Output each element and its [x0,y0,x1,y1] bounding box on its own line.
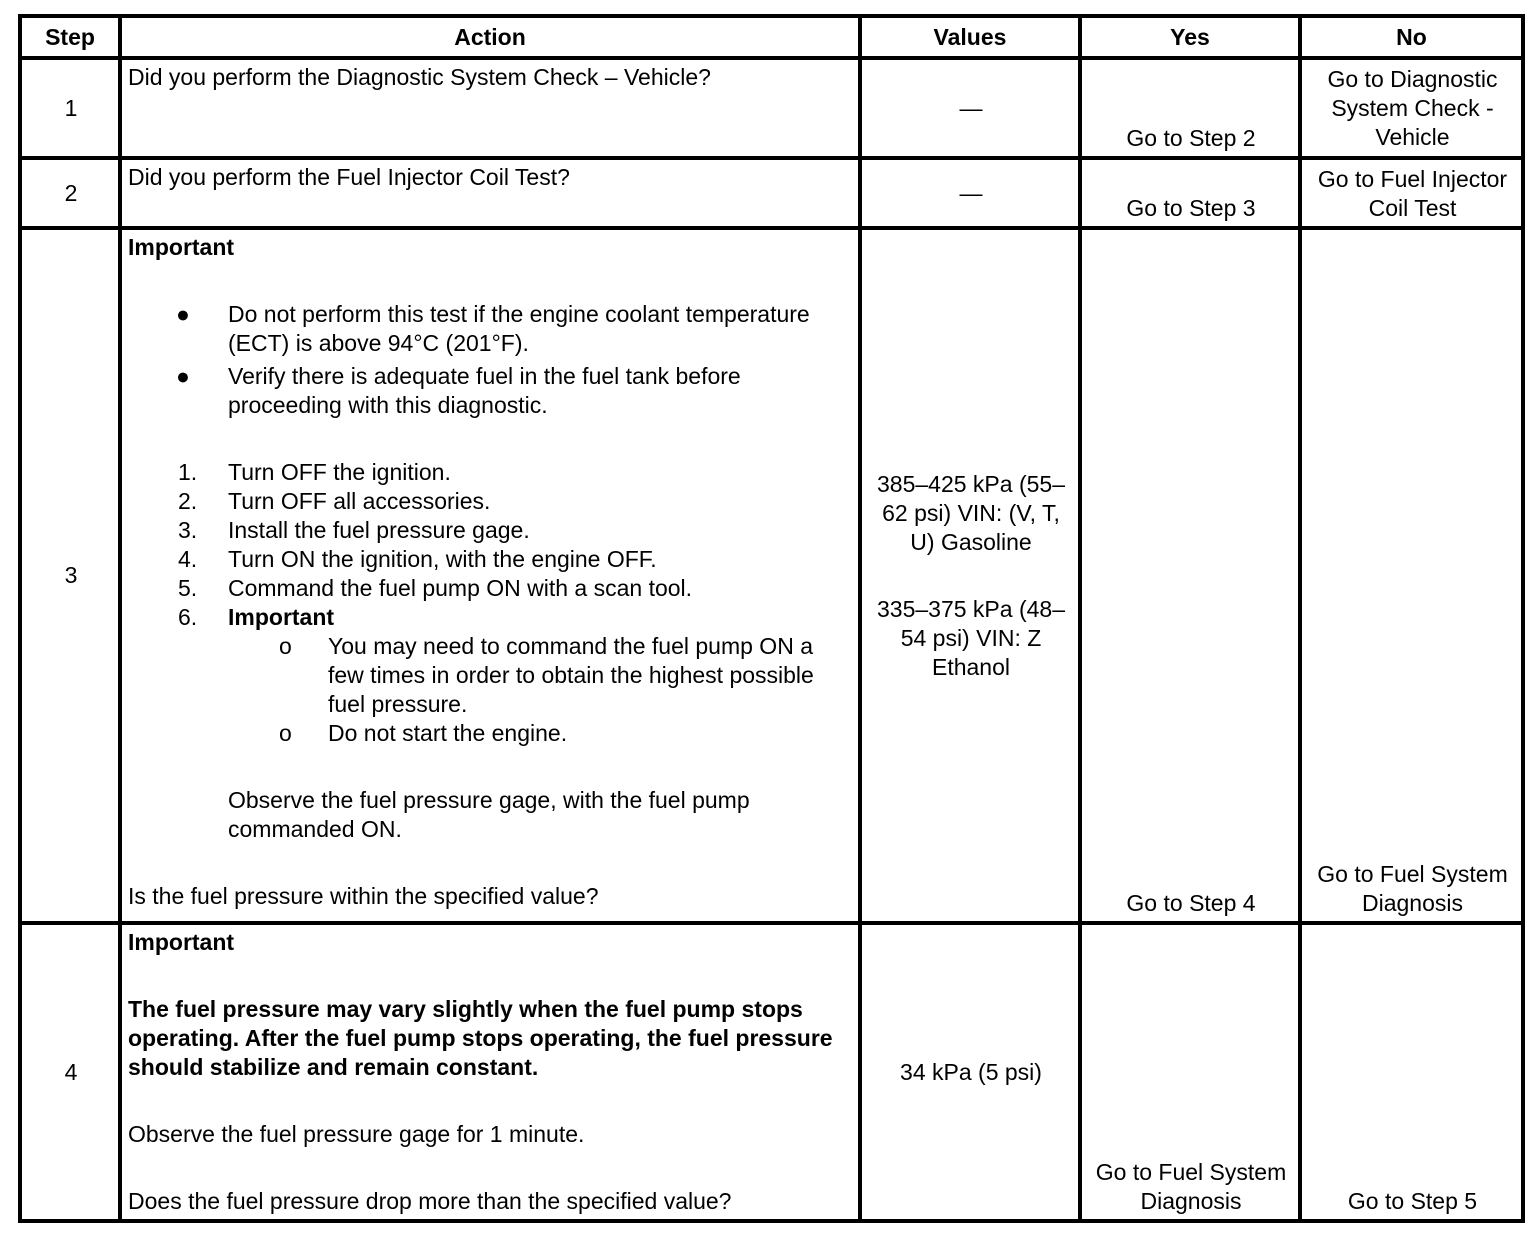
values-cell: — [860,158,1080,228]
no-cell: Go to Step 5 [1300,923,1523,1221]
table-row [20,228,1523,923]
numbered-step [128,603,854,632]
sub-item [128,632,854,719]
step-text: Important [228,604,335,630]
value-gasoline: 385–425 kPa (55–62 psi) VIN: (V, T, U) Gasoline [877,470,1065,555]
header-row [20,16,1523,58]
values-cell [860,228,1080,923]
step-number: 4 [20,923,120,1221]
header-yes: Yes [1080,16,1300,58]
step-marker: 6. [178,604,198,630]
observe-text: Observe the fuel pressure gage for 1 minute. [128,1121,585,1147]
important-heading: Important [128,929,235,955]
step-marker: 3. [178,517,198,543]
sub-item [128,719,854,748]
bullet-icon: ● [176,301,190,327]
value-ethanol: 335–375 kPa (48–54 psi) VIN: Z Ethanol [877,595,1065,680]
bullet-item [128,362,854,420]
bullet-icon: ● [176,363,190,389]
numbered-step [128,458,854,487]
step-number: 2 [20,158,120,228]
important-text: The fuel pressure may vary slightly when the fuel pump stops operating. After the fuel pump stops operating, the fuel pressure should stabilize and remain constant. [128,996,833,1080]
header-values: Values [860,16,1080,58]
circle-bullet-icon: o [279,720,292,746]
action-question: Did you perform the Diagnostic System Check – Vehicle? [128,64,711,90]
bullet-item [128,300,854,358]
yes-cell: Go to Step 2 [1080,58,1300,158]
values-cell: 34 kPa (5 psi) [860,923,1080,1221]
action-question: Does the fuel pressure drop more than the specified value? [128,1188,732,1214]
action-question: Did you perform the Fuel Injector Coil Test? [128,164,570,190]
numbered-step [128,545,854,574]
no-cell: Go to Fuel Injector Coil Test [1300,158,1523,228]
step-marker: 5. [178,575,198,601]
sub-item-text: Do not start the engine. [328,720,568,746]
yes-cell: Go to Step 4 [1080,228,1300,923]
step-text: Turn ON the ignition, with the engine OFF. [228,546,657,572]
header-no: No [1300,16,1523,58]
no-cell: Go to Fuel System Diagnosis [1300,228,1523,923]
action-question: Is the fuel pressure within the specified value? [128,883,599,909]
table-row [20,923,1523,1221]
step-text: Turn OFF the ignition. [228,459,451,485]
sub-item-text: You may need to command the fuel pump ON a few times in order to obtain the highest possible fuel pressure. [328,633,814,717]
step-number: 1 [20,58,120,158]
action-cell [120,228,860,923]
step-marker: 1. [178,459,198,485]
circle-bullet-icon: o [279,633,292,659]
action-cell [120,58,860,158]
step-marker: 2. [178,488,198,514]
bullet-text: Verify there is adequate fuel in the fuel tank before proceeding with this diagnostic. [228,363,741,418]
values-cell: — [860,58,1080,158]
table-row [20,158,1523,228]
header-action: Action [120,16,860,58]
numbered-step [128,516,854,545]
step-marker: 4. [178,546,198,572]
important-heading: Important [128,234,235,260]
action-cell [120,923,860,1221]
numbered-step [128,487,854,516]
bullet-text: Do not perform this test if the engine coolant temperature (ECT) is above 94°C (201°F). [228,301,810,356]
table-row [20,58,1523,158]
header-step: Step [20,16,120,58]
yes-cell: Go to Fuel System Diagnosis [1080,923,1300,1221]
observe-text: Observe the fuel pressure gage, with the fuel pump commanded ON. [228,787,750,842]
diagnostic-table [18,14,1525,1223]
step-number: 3 [20,228,120,923]
numbered-step [128,574,854,603]
action-cell [120,158,860,228]
no-cell: Go to Diagnostic System Check - Vehicle [1300,58,1523,158]
yes-cell: Go to Step 3 [1080,158,1300,228]
step-text: Turn OFF all accessories. [228,488,491,514]
step-text: Command the fuel pump ON with a scan tool. [228,575,693,601]
step-text: Install the fuel pressure gage. [228,517,530,543]
